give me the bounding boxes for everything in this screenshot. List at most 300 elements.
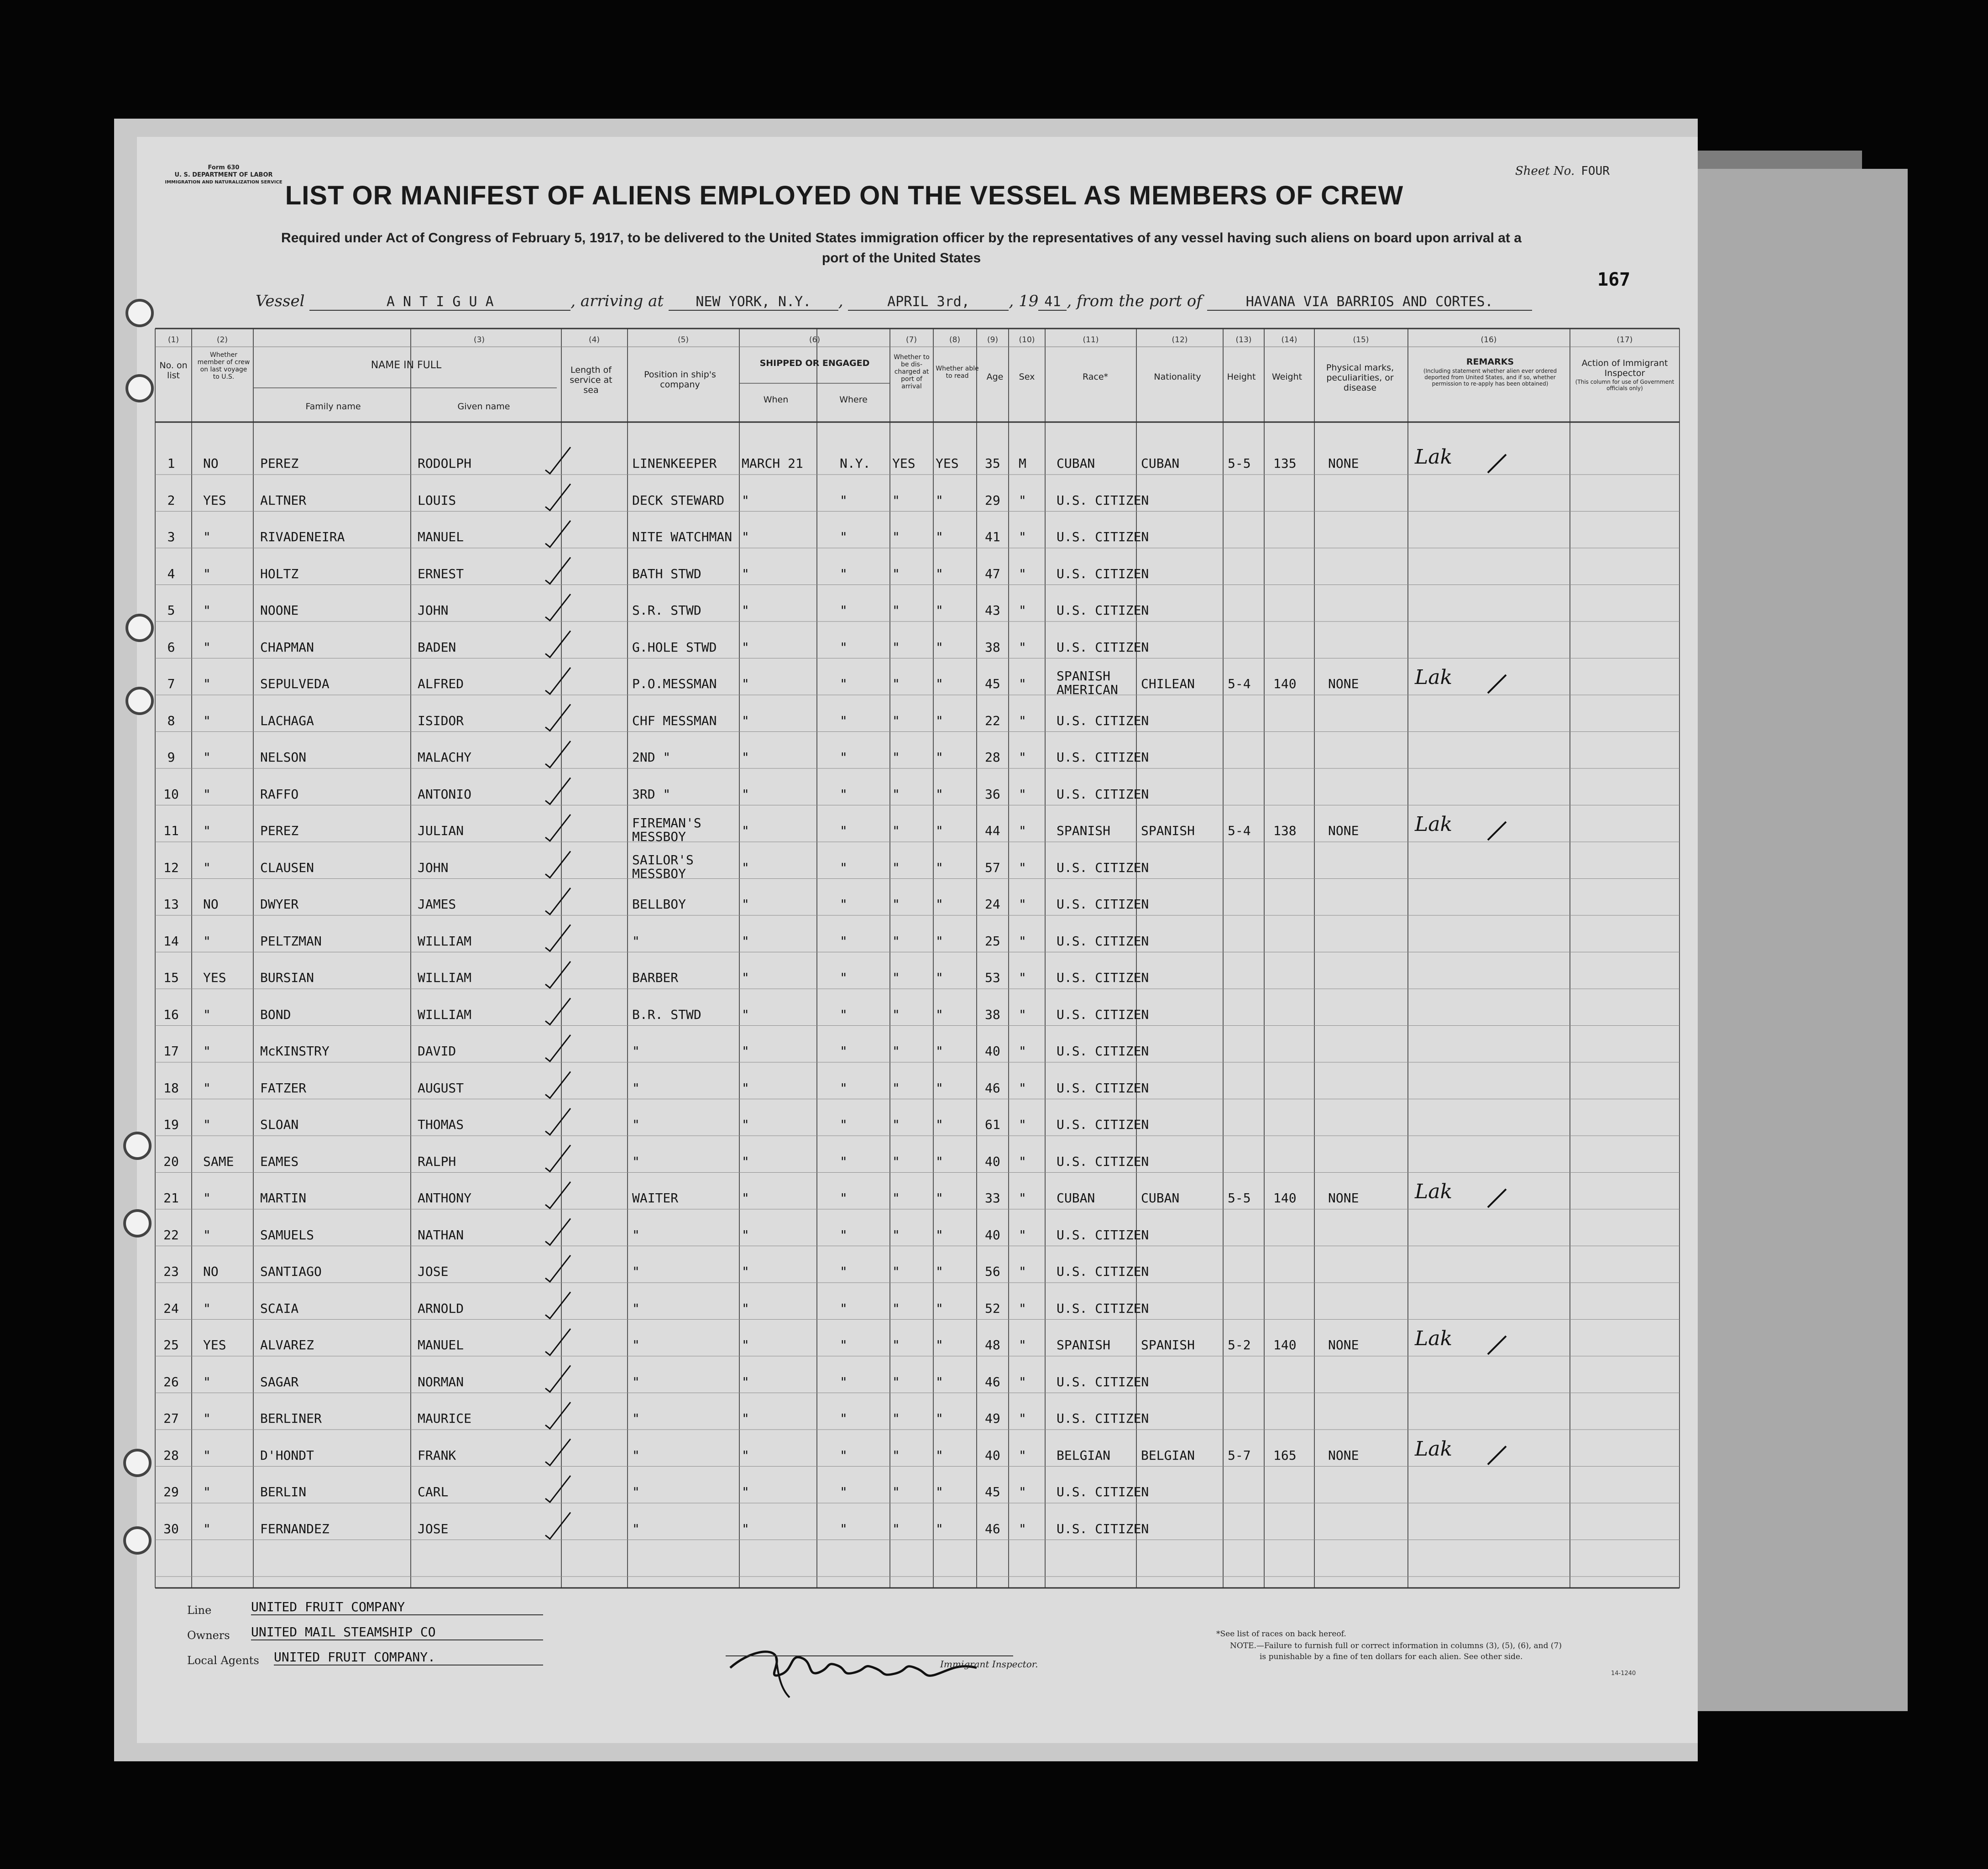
shipped-when: " xyxy=(742,1154,749,1169)
previous-voyage: " xyxy=(203,1044,211,1059)
row-number: 18 xyxy=(163,1080,179,1096)
position: " xyxy=(632,1374,640,1389)
shipped-where: " xyxy=(840,823,848,838)
discharged: " xyxy=(892,1374,900,1389)
row-number: 8 xyxy=(167,713,175,728)
able-to-read: " xyxy=(936,492,943,508)
shipped-when: " xyxy=(742,750,749,765)
age: 35 xyxy=(985,456,1000,471)
discharged: " xyxy=(892,639,900,655)
previous-voyage: " xyxy=(203,1227,211,1243)
row-number: 14 xyxy=(163,933,179,949)
check-mark xyxy=(545,1035,570,1061)
voyage-line: Vessel A N T I G U A , arriving at NEW YORK, N.Y. , APRIL 3rd, , 19 41 , from the port of HAVANA VIA BARRIOS AND CORTES. xyxy=(256,292,1532,311)
given-name: NORMAN xyxy=(418,1374,464,1389)
sex: " xyxy=(1019,933,1026,949)
previous-voyage: " xyxy=(203,639,211,655)
check-mark xyxy=(545,1402,570,1429)
column-number: (11) xyxy=(1083,335,1099,345)
position: " xyxy=(632,1117,640,1132)
position: P.O.MESSMAN xyxy=(632,676,717,691)
family-name: RAFFO xyxy=(260,786,299,802)
row-number: 5 xyxy=(167,603,175,618)
shipped-when: " xyxy=(742,1117,749,1132)
family-name: HOLTZ xyxy=(260,566,299,581)
sex: " xyxy=(1019,970,1026,985)
check-mark xyxy=(545,851,570,878)
given-name: LOUIS xyxy=(418,492,456,508)
from-label: , from the port of xyxy=(1067,292,1202,310)
given-name: JULIAN xyxy=(418,823,464,838)
position: " xyxy=(632,1154,640,1169)
remark-initials: Lak xyxy=(1415,1437,1453,1461)
family-name: LACHAGA xyxy=(260,713,314,728)
family-name: SAGAR xyxy=(260,1374,299,1389)
age: 52 xyxy=(985,1300,1000,1316)
race: U.S. CITIZEN xyxy=(1057,1521,1149,1536)
discharged: " xyxy=(892,566,900,581)
check-mark xyxy=(545,1182,570,1208)
check-mark xyxy=(545,1329,570,1355)
age: 33 xyxy=(985,1190,1000,1206)
remark-initials: Lak xyxy=(1415,445,1453,469)
shipped-when: " xyxy=(742,970,749,985)
check-slash xyxy=(1488,1189,1506,1207)
vessel-name: A N T I G U A xyxy=(309,294,570,311)
shipped-when: " xyxy=(742,1337,749,1352)
penalty-note-line-2: is punishable by a fine of ten dollars for each alien. See other side. xyxy=(1260,1652,1523,1661)
previous-voyage: YES xyxy=(203,492,226,508)
position: CHF MESSMAN xyxy=(632,713,717,728)
weight: 140 xyxy=(1273,1190,1297,1206)
position: BELLBOY xyxy=(632,897,686,912)
sheet-value: FOUR xyxy=(1581,164,1610,178)
shipped-when: " xyxy=(742,529,749,544)
able-to-read: " xyxy=(936,933,943,949)
row-number: 17 xyxy=(163,1044,179,1059)
age: 57 xyxy=(985,860,1000,875)
age: 46 xyxy=(985,1374,1000,1389)
header-remarks-note: (Including statement whether alien ever ordered deported from United States, and if so, whether permission to re-apply has been obtained) xyxy=(1423,368,1557,387)
race: U.S. CITIZEN xyxy=(1057,933,1149,949)
weight: 135 xyxy=(1273,456,1297,471)
position: " xyxy=(632,933,640,949)
family-name: CLAUSEN xyxy=(260,860,314,875)
local-agents-label: Local Agents xyxy=(187,1654,259,1667)
owners-label: Owners xyxy=(187,1629,230,1642)
previous-voyage: " xyxy=(203,1484,211,1499)
check-mark xyxy=(545,705,570,731)
local-agents-value: UNITED FRUIT COMPANY. xyxy=(274,1650,543,1665)
sex: " xyxy=(1019,1044,1026,1059)
able-to-read: " xyxy=(936,1227,943,1243)
row-number: 11 xyxy=(163,823,179,838)
check-mark xyxy=(545,888,570,914)
row-number: 22 xyxy=(163,1227,179,1243)
check-mark xyxy=(545,814,570,841)
race: U.S. CITIZEN xyxy=(1057,1007,1149,1022)
header-position: Position in ship's company xyxy=(644,370,716,390)
discharged: " xyxy=(892,1264,900,1279)
given-name: WILLIAM xyxy=(418,933,472,949)
discharged: " xyxy=(892,1190,900,1206)
age: 53 xyxy=(985,970,1000,985)
age: 47 xyxy=(985,566,1000,581)
check-slash xyxy=(1488,822,1506,840)
sex: " xyxy=(1019,1227,1026,1243)
column-number: (14) xyxy=(1281,335,1297,345)
discharged: " xyxy=(892,933,900,949)
row-number: 16 xyxy=(163,1007,179,1022)
shipped-when: " xyxy=(742,1374,749,1389)
given-name: ARNOLD xyxy=(418,1300,464,1316)
sex: " xyxy=(1019,713,1026,728)
shipped-where: " xyxy=(840,786,848,802)
header-given-name: Given name xyxy=(457,402,510,412)
able-to-read: " xyxy=(936,529,943,544)
row-number: 3 xyxy=(167,529,175,544)
given-name: BADEN xyxy=(418,639,456,655)
family-name: SAMUELS xyxy=(260,1227,314,1243)
sex: " xyxy=(1019,1374,1026,1389)
race: U.S. CITIZEN xyxy=(1057,1374,1149,1389)
physical-marks: NONE xyxy=(1328,456,1359,471)
sex: " xyxy=(1019,1080,1026,1096)
able-to-read: " xyxy=(936,1300,943,1316)
sex: " xyxy=(1019,603,1026,618)
race: U.S. CITIZEN xyxy=(1057,750,1149,765)
check-mark xyxy=(545,447,570,474)
row-number: 21 xyxy=(163,1190,179,1206)
race: U.S. CITIZEN xyxy=(1057,566,1149,581)
header-weight: Weight xyxy=(1271,372,1303,382)
given-name: NATHAN xyxy=(418,1227,464,1243)
sex: " xyxy=(1019,492,1026,508)
age: 46 xyxy=(985,1080,1000,1096)
race: CUBAN xyxy=(1057,456,1095,471)
previous-voyage: NO xyxy=(203,1264,219,1279)
race: U.S. CITIZEN xyxy=(1057,1227,1149,1243)
able-to-read: " xyxy=(936,1447,943,1463)
position: " xyxy=(632,1447,640,1463)
check-mark xyxy=(545,668,570,694)
shipped-when: " xyxy=(742,713,749,728)
able-to-read: " xyxy=(936,1154,943,1169)
shipped-where: " xyxy=(840,1117,848,1132)
given-name: MALACHY xyxy=(418,750,472,765)
sex: " xyxy=(1019,860,1026,875)
row-number: 24 xyxy=(163,1300,179,1316)
shipped-where: " xyxy=(840,1374,848,1389)
height: 5-7 xyxy=(1228,1447,1251,1463)
check-mark xyxy=(545,1292,570,1319)
shipped-where: " xyxy=(840,566,848,581)
able-to-read: " xyxy=(936,1117,943,1132)
sex: " xyxy=(1019,1300,1026,1316)
family-name: RIVADENEIRA xyxy=(260,529,345,544)
previous-voyage: YES xyxy=(203,1337,226,1352)
column-number: (17) xyxy=(1617,335,1633,345)
discharged: " xyxy=(892,492,900,508)
check-slash xyxy=(1488,675,1506,693)
shipped-where: " xyxy=(840,1154,848,1169)
discharged: " xyxy=(892,1337,900,1352)
able-to-read: " xyxy=(936,970,943,985)
position: 3RD " xyxy=(632,786,671,802)
position: FIREMAN'S MESSBOY xyxy=(632,815,701,844)
previous-voyage: NO xyxy=(203,456,219,471)
race: SPANISH xyxy=(1057,1337,1111,1352)
race: U.S. CITIZEN xyxy=(1057,492,1149,508)
header-remarks: REMARKS xyxy=(1466,357,1514,367)
column-number: (12) xyxy=(1172,335,1188,345)
header-name-in-full: NAME IN FULL xyxy=(371,360,442,371)
family-name: DWYER xyxy=(260,897,299,912)
given-name: FRANK xyxy=(418,1447,456,1463)
row-number: 15 xyxy=(163,970,179,985)
age: 29 xyxy=(985,492,1000,508)
given-name: ANTHONY xyxy=(418,1190,472,1206)
nationality: SPANISH xyxy=(1141,1337,1195,1352)
able-to-read: YES xyxy=(936,456,959,471)
race: U.S. CITIZEN xyxy=(1057,860,1149,875)
family-name: BURSIAN xyxy=(260,970,314,985)
sex: " xyxy=(1019,529,1026,544)
header-race: Race* xyxy=(1082,372,1109,382)
shipped-when: " xyxy=(742,1190,749,1206)
previous-voyage: " xyxy=(203,603,211,618)
physical-marks: NONE xyxy=(1328,1190,1359,1206)
remark-initials: Lak xyxy=(1415,666,1453,689)
shipped-where: " xyxy=(840,1227,848,1243)
race: U.S. CITIZEN xyxy=(1057,713,1149,728)
departure-port: HAVANA VIA BARRIOS AND CORTES. xyxy=(1207,294,1532,311)
race: U.S. CITIZEN xyxy=(1057,897,1149,912)
sheet-label: Sheet No. xyxy=(1515,164,1575,178)
able-to-read: " xyxy=(936,860,943,875)
check-mark xyxy=(545,558,570,584)
header-able-read: Whether able to read xyxy=(936,365,979,380)
header-previous-voyage: Whether member of crew on last voyage to U.S. xyxy=(197,351,250,381)
position: BARBER xyxy=(632,970,679,985)
sex: M xyxy=(1019,456,1026,471)
previous-voyage: " xyxy=(203,529,211,544)
shipped-where: " xyxy=(840,1007,848,1022)
row-number: 12 xyxy=(163,860,179,875)
previous-voyage: " xyxy=(203,860,211,875)
column-number: (10) xyxy=(1019,335,1035,345)
row-number: 23 xyxy=(163,1264,179,1279)
age: 41 xyxy=(985,529,1000,544)
able-to-read: " xyxy=(936,676,943,691)
discharged: " xyxy=(892,823,900,838)
position: " xyxy=(632,1484,640,1499)
column-number: (6) xyxy=(809,335,821,345)
nationality: CHILEAN xyxy=(1141,676,1195,691)
shipped-where: " xyxy=(840,1447,848,1463)
family-name: SEPULVEDA xyxy=(260,676,330,691)
given-name: THOMAS xyxy=(418,1117,464,1132)
sex: " xyxy=(1019,897,1026,912)
age: 36 xyxy=(985,786,1000,802)
check-mark xyxy=(545,1255,570,1282)
age: 43 xyxy=(985,603,1000,618)
family-name: McKINSTRY xyxy=(260,1044,330,1059)
able-to-read: " xyxy=(936,1080,943,1096)
age: 48 xyxy=(985,1337,1000,1352)
discharged: " xyxy=(892,676,900,691)
family-name: SLOAN xyxy=(260,1117,299,1132)
header-length-service: Length of service at sea xyxy=(570,365,612,395)
check-mark xyxy=(545,1439,570,1466)
position: " xyxy=(632,1044,640,1059)
race: BELGIAN xyxy=(1057,1447,1111,1463)
sex: " xyxy=(1019,1411,1026,1426)
given-name: JOSE xyxy=(418,1521,449,1536)
previous-voyage: " xyxy=(203,750,211,765)
height: 5-4 xyxy=(1228,676,1251,691)
age: 44 xyxy=(985,823,1000,838)
nationality: SPANISH xyxy=(1141,823,1195,838)
race: SPANISH xyxy=(1057,823,1111,838)
page-number: 167 xyxy=(1597,269,1631,290)
previous-voyage: NO xyxy=(203,897,219,912)
discharged: " xyxy=(892,529,900,544)
column-number: (3) xyxy=(473,335,485,345)
able-to-read: " xyxy=(936,1007,943,1022)
previous-voyage: " xyxy=(203,933,211,949)
column-number: (7) xyxy=(905,335,917,345)
row-number: 26 xyxy=(163,1374,179,1389)
header-age: Age xyxy=(986,372,1004,382)
nationality: CUBAN xyxy=(1141,456,1180,471)
sex: " xyxy=(1019,676,1026,691)
discharged: " xyxy=(892,1447,900,1463)
subtitle-line-1: Required under Act of Congress of February 5, 1917, to be delivered to the United States immigration officer by the representatives of any vessel having such aliens on board upon arrival at a xyxy=(281,230,1522,245)
sex: " xyxy=(1019,1447,1026,1463)
shipped-when: " xyxy=(742,1521,749,1536)
discharged: " xyxy=(892,786,900,802)
row-number: 9 xyxy=(167,750,175,765)
discharged: YES xyxy=(892,456,916,471)
sex: " xyxy=(1019,786,1026,802)
page-title: LIST OR MANIFEST OF ALIENS EMPLOYED ON THE VESSEL AS MEMBERS OF CREW xyxy=(285,181,1404,210)
column-number: (8) xyxy=(949,335,961,345)
check-mark xyxy=(545,1145,570,1172)
race: U.S. CITIZEN xyxy=(1057,1484,1149,1499)
header-sex: Sex xyxy=(1019,372,1035,382)
previous-voyage: " xyxy=(203,1411,211,1426)
previous-voyage: " xyxy=(203,1007,211,1022)
discharged: " xyxy=(892,1117,900,1132)
age: 46 xyxy=(985,1521,1000,1536)
header-nationality: Nationality xyxy=(1154,372,1201,382)
check-mark xyxy=(545,1513,570,1539)
row-number: 4 xyxy=(167,566,175,581)
position: B.R. STWD xyxy=(632,1007,701,1022)
sex: " xyxy=(1019,823,1026,838)
family-name: CHAPMAN xyxy=(260,639,314,655)
races-note: *See list of races on back hereof. xyxy=(1216,1629,1346,1639)
arrival-date: APRIL 3rd, xyxy=(848,294,1009,311)
sex: " xyxy=(1019,1484,1026,1499)
column-number: (4) xyxy=(588,335,600,345)
check-mark xyxy=(545,961,570,988)
shipped-when: " xyxy=(742,933,749,949)
able-to-read: " xyxy=(936,1264,943,1279)
shipped-where: " xyxy=(840,1521,848,1536)
previous-voyage: " xyxy=(203,823,211,838)
shipped-where: " xyxy=(840,860,848,875)
shipped-when: " xyxy=(742,897,749,912)
discharged: " xyxy=(892,1044,900,1059)
discharged: " xyxy=(892,1411,900,1426)
position: S.R. STWD xyxy=(632,603,701,618)
family-name: NOONE xyxy=(260,603,299,618)
position: " xyxy=(632,1337,640,1352)
sex: " xyxy=(1019,1007,1026,1022)
position: 2ND " xyxy=(632,750,671,765)
able-to-read: " xyxy=(936,1411,943,1426)
previous-voyage: " xyxy=(203,713,211,728)
height: 5-4 xyxy=(1228,823,1251,838)
sex: " xyxy=(1019,1521,1026,1536)
shipped-where: " xyxy=(840,750,848,765)
shipped-when: " xyxy=(742,1227,749,1243)
sex: " xyxy=(1019,1117,1026,1132)
shipped-when: " xyxy=(742,1264,749,1279)
able-to-read: " xyxy=(936,750,943,765)
height: 5-5 xyxy=(1228,456,1251,471)
check-mark xyxy=(545,594,570,621)
row-number: 25 xyxy=(163,1337,179,1352)
column-number: (9) xyxy=(987,335,999,345)
previous-voyage: " xyxy=(203,1117,211,1132)
header-discharged: Whether to be dis-charged at port of arrival xyxy=(894,354,930,390)
shipped-when: " xyxy=(742,786,749,802)
header-action: Action of Immigrant Inspector xyxy=(1581,358,1668,378)
shipped-where: " xyxy=(840,603,848,618)
given-name: JAMES xyxy=(418,897,456,912)
race: U.S. CITIZEN xyxy=(1057,1300,1149,1316)
physical-marks: NONE xyxy=(1328,1447,1359,1463)
able-to-read: " xyxy=(936,1484,943,1499)
check-mark xyxy=(545,631,570,658)
remark-initials: Lak xyxy=(1415,813,1453,836)
family-name: SANTIAGO xyxy=(260,1264,322,1279)
race: U.S. CITIZEN xyxy=(1057,529,1149,544)
physical-marks: NONE xyxy=(1328,676,1359,691)
shipped-where: " xyxy=(840,639,848,655)
header-where: Where xyxy=(839,395,868,405)
race: CUBAN xyxy=(1057,1190,1095,1206)
race: U.S. CITIZEN xyxy=(1057,786,1149,802)
check-mark xyxy=(545,1366,570,1392)
position: " xyxy=(632,1521,640,1536)
row-number: 7 xyxy=(167,676,175,691)
previous-voyage: " xyxy=(203,566,211,581)
position: SAILOR'S MESSBOY xyxy=(632,852,694,881)
given-name: RALPH xyxy=(418,1154,456,1169)
weight: 165 xyxy=(1273,1447,1297,1463)
previous-voyage: " xyxy=(203,1190,211,1206)
check-mark xyxy=(545,741,570,767)
age: 25 xyxy=(985,933,1000,949)
previous-voyage: " xyxy=(203,1374,211,1389)
age: 49 xyxy=(985,1411,1000,1426)
family-name: FERNANDEZ xyxy=(260,1521,330,1536)
check-mark xyxy=(545,1476,570,1502)
